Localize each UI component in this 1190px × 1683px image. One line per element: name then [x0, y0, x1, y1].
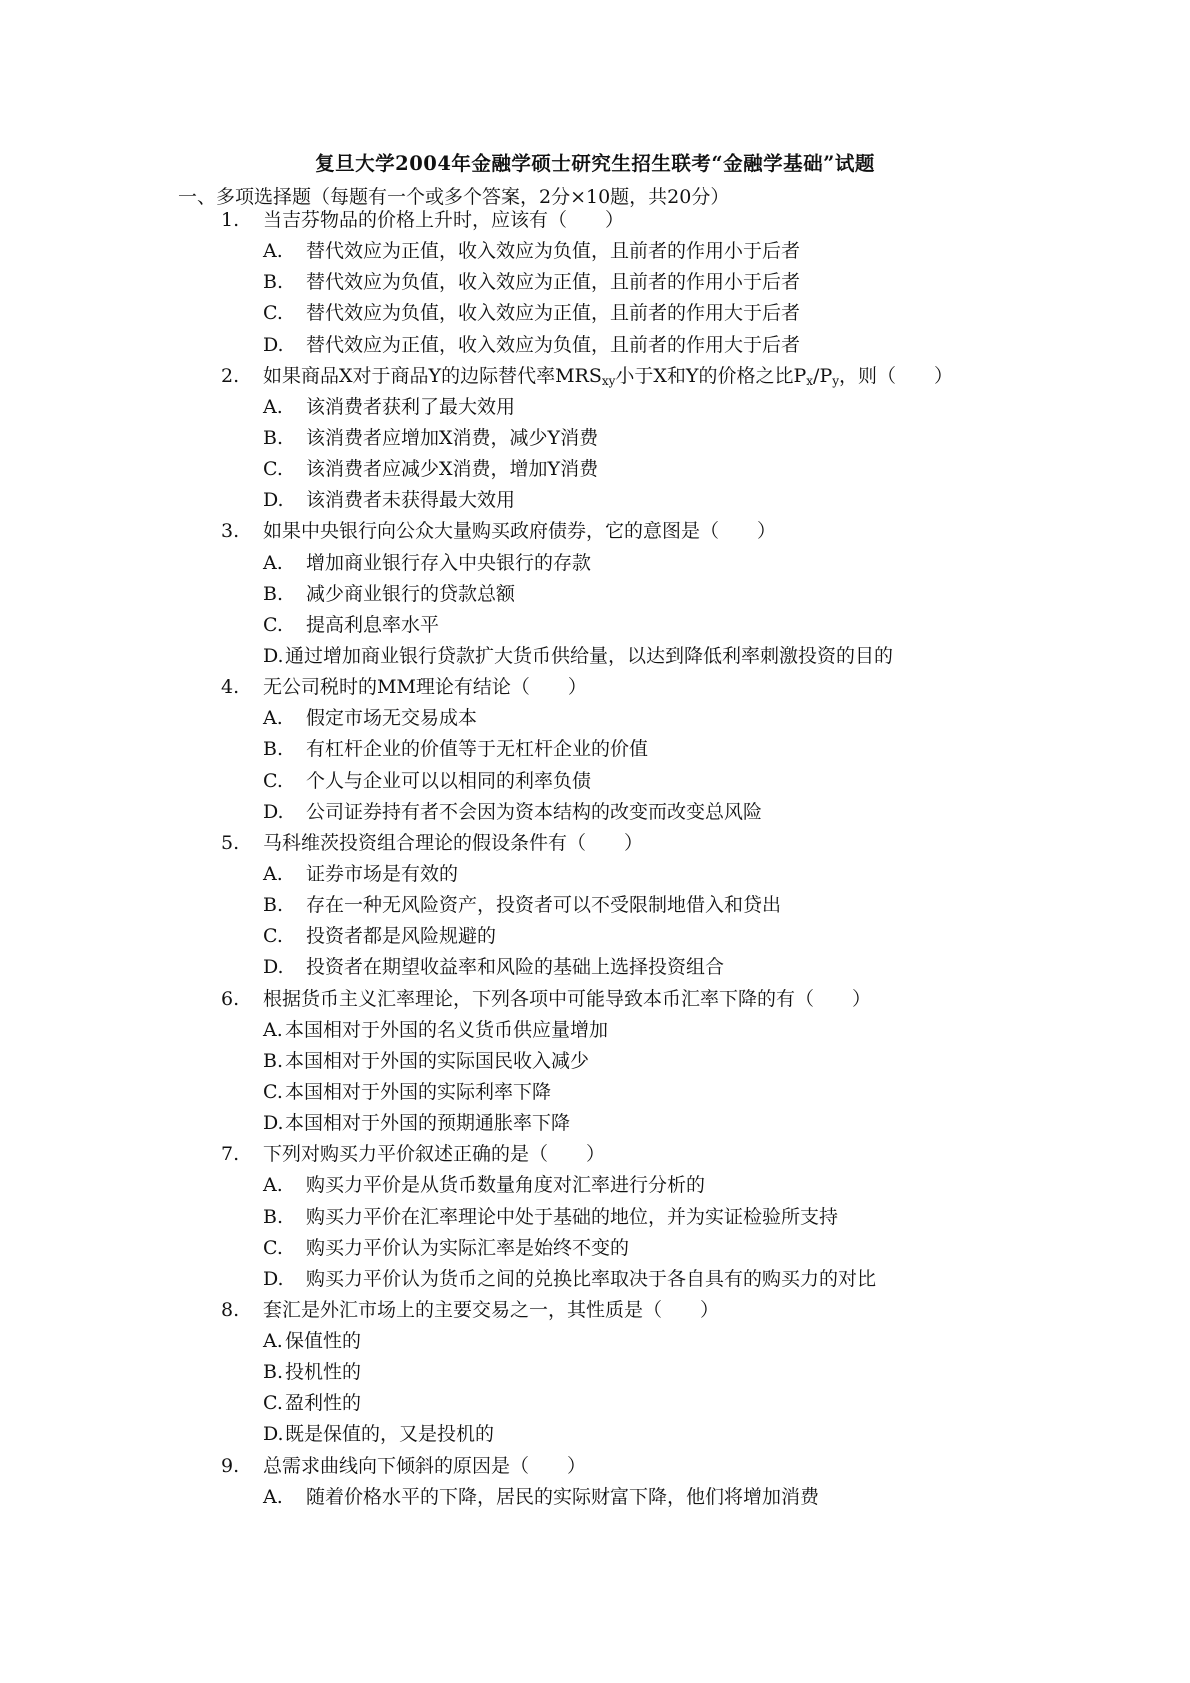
- question-number: 5.: [221, 831, 240, 854]
- option-letter: C.: [263, 1080, 283, 1103]
- question-number: 3.: [221, 520, 240, 543]
- question-7: [0, 1139, 1190, 1170]
- option-text: 替代效应为正值，收入效应为负值，且前者的作用大于后者: [306, 333, 801, 356]
- option-text: 随着价格水平的下降，居民的实际财富下降，他们将增加消费: [306, 1485, 820, 1508]
- option-text: 个人与企业可以以相同的利率负债: [306, 769, 592, 792]
- option-text: 购买力平价是从货币数量角度对汇率进行分析的: [306, 1174, 706, 1197]
- option-letter: B.: [263, 582, 284, 605]
- option-3c: [0, 610, 1190, 641]
- option-5c: [0, 921, 1190, 952]
- option-text: 本国相对于外国的实际国民收入减少: [285, 1049, 590, 1072]
- option-6b: [0, 1046, 1190, 1077]
- option-letter: D.: [263, 1267, 284, 1290]
- option-text: 增加商业银行存入中央银行的存款: [306, 551, 592, 574]
- question-number: 4.: [221, 676, 240, 699]
- option-7d: [0, 1264, 1190, 1295]
- option-text: 减少商业银行的贷款总额: [306, 582, 516, 605]
- option-letter: C.: [263, 1392, 283, 1415]
- option-5a: [0, 859, 1190, 890]
- question-text-part: /P: [813, 364, 833, 387]
- option-letter: C.: [263, 302, 283, 325]
- option-letter: C.: [263, 1236, 283, 1259]
- option-letter: D.: [263, 489, 284, 512]
- option-1b: [0, 267, 1190, 298]
- option-letter: C.: [263, 925, 283, 948]
- question-number: 6.: [221, 987, 240, 1010]
- question-number: 7.: [221, 1143, 240, 1166]
- question-text: [263, 361, 953, 392]
- option-letter: A.: [263, 551, 283, 574]
- option-letter: D.: [263, 1423, 284, 1446]
- section-heading: 一、多项选择题（每题有一个或多个答案，2分×10题，共20分）: [178, 186, 730, 208]
- question-text: 套汇是外汇市场上的主要交易之一，其性质是（ ）: [263, 1298, 720, 1321]
- question-3: [0, 516, 1190, 547]
- option-5d: [0, 952, 1190, 983]
- option-4b: [0, 734, 1190, 765]
- option-text: 证券市场是有效的: [306, 862, 459, 885]
- option-text: 替代效应为负值，收入效应为正值，且前者的作用小于后者: [306, 271, 801, 294]
- option-letter: B.: [263, 894, 284, 917]
- question-number: 1.: [221, 209, 240, 231]
- question-text: 如果中央银行向公众大量购买政府债券，它的意图是（ ）: [263, 520, 777, 543]
- option-letter: D.: [263, 1112, 284, 1135]
- question-text: 下列对购买力平价叙述正确的是（ ）: [263, 1143, 606, 1166]
- option-2d: [0, 485, 1190, 516]
- question-6: [0, 984, 1190, 1015]
- option-4a: [0, 703, 1190, 734]
- question-number: 9.: [221, 1454, 240, 1477]
- option-text: 购买力平价认为货币之间的兑换比率取决于各自具有的购买力的对比: [306, 1267, 877, 1290]
- option-letter: D.: [263, 333, 284, 356]
- option-8a: [0, 1326, 1190, 1357]
- option-5b: [0, 890, 1190, 921]
- subscript: xy: [601, 373, 616, 388]
- question-list: [0, 205, 1190, 1513]
- option-text: 公司证券持有者不会因为资本结构的改变而改变总风险: [306, 800, 763, 823]
- option-text: 该消费者应增加X消费，减少Y消费: [306, 426, 599, 449]
- question-text-part: 小于X和Y的价格之比P: [615, 364, 807, 387]
- question-text-part: 如果商品X对于商品Y的边际替代率MRS: [263, 364, 602, 387]
- option-text: 提高利息率水平: [306, 613, 440, 636]
- option-letter: A.: [263, 1330, 283, 1353]
- exam-title: 复旦大学2004年金融学硕士研究生招生联考“金融学基础”试题: [315, 152, 875, 175]
- option-3d: [0, 641, 1190, 672]
- option-text: 有杠杆企业的价值等于无杠杆企业的价值: [306, 738, 649, 761]
- option-text: 通过增加商业银行贷款扩大货币供给量，以达到降低利率刺激投资的目的: [285, 644, 894, 667]
- option-letter: C.: [263, 613, 283, 636]
- option-letter: B.: [263, 271, 284, 294]
- option-letter: B.: [263, 426, 284, 449]
- option-letter: B.: [263, 1049, 284, 1072]
- option-text: 该消费者未获得最大效用: [306, 489, 516, 512]
- question-1: [0, 205, 1190, 236]
- option-6a: [0, 1015, 1190, 1046]
- option-text: 本国相对于外国的名义货币供应量增加: [285, 1018, 609, 1041]
- question-text: 无公司税时的MM理论有结论（ ）: [263, 676, 587, 699]
- option-letter: A.: [263, 862, 283, 885]
- option-2c: [0, 454, 1190, 485]
- option-text: 该消费者获利了最大效用: [306, 395, 516, 418]
- option-letter: C.: [263, 458, 283, 481]
- option-letter: B.: [263, 1205, 284, 1228]
- option-text: 存在一种无风险资产，投资者可以不受限制地借入和贷出: [306, 894, 782, 917]
- option-3b: [0, 579, 1190, 610]
- option-1a: [0, 236, 1190, 267]
- option-2a: [0, 392, 1190, 423]
- subscript: y: [832, 373, 840, 388]
- option-text: 既是保值的，又是投机的: [285, 1423, 495, 1446]
- question-9: [0, 1451, 1190, 1482]
- option-8c: [0, 1388, 1190, 1419]
- option-letter: D.: [263, 644, 284, 667]
- option-7a: [0, 1170, 1190, 1201]
- option-letter: D.: [263, 800, 284, 823]
- option-text: 购买力平价在汇率理论中处于基础的地位，并为实证检验所支持: [306, 1205, 839, 1228]
- question-text-part: ，则（ ）: [839, 364, 954, 387]
- option-6d: [0, 1108, 1190, 1139]
- option-text: 替代效应为正值，收入效应为负值，且前者的作用小于后者: [306, 240, 801, 263]
- option-letter: B.: [263, 738, 284, 761]
- option-6c: [0, 1077, 1190, 1108]
- option-8d: [0, 1419, 1190, 1450]
- option-letter: A.: [263, 1174, 283, 1197]
- option-4d: [0, 797, 1190, 828]
- option-text: 投资者都是风险规避的: [306, 925, 497, 948]
- option-letter: A.: [263, 1018, 283, 1041]
- option-text: 盈利性的: [285, 1392, 362, 1415]
- option-letter: A.: [263, 395, 283, 418]
- option-text: 本国相对于外国的预期通胀率下降: [285, 1112, 571, 1135]
- option-letter: A.: [263, 1485, 283, 1508]
- question-text: 根据货币主义汇率理论，下列各项中可能导致本币汇率下降的有（ ）: [263, 987, 872, 1010]
- option-text: 投资者在期望收益率和风险的基础上选择投资组合: [306, 956, 725, 979]
- question-text: 当吉芬物品的价格上升时，应该有（ ）: [263, 209, 625, 231]
- option-text: 替代效应为负值，收入效应为正值，且前者的作用大于后者: [306, 302, 801, 325]
- option-letter: C.: [263, 769, 283, 792]
- option-text: 假定市场无交易成本: [306, 707, 478, 730]
- option-9a: [0, 1482, 1190, 1513]
- question-number: 2.: [221, 364, 240, 387]
- question-text: 总需求曲线向下倾斜的原因是（ ）: [263, 1454, 587, 1477]
- question-5: [0, 828, 1190, 859]
- option-text: 购买力平价认为实际汇率是始终不变的: [306, 1236, 630, 1259]
- question-4: [0, 672, 1190, 703]
- option-text: 本国相对于外国的实际利率下降: [285, 1080, 552, 1103]
- question-2: [0, 361, 1190, 392]
- option-3a: [0, 548, 1190, 579]
- question-8: [0, 1295, 1190, 1326]
- option-4c: [0, 766, 1190, 797]
- subscript: x: [806, 373, 814, 388]
- question-number: 8.: [221, 1298, 240, 1321]
- option-text: 该消费者应减少X消费，增加Y消费: [306, 458, 599, 481]
- option-text: 保值性的: [285, 1330, 362, 1353]
- question-text: 马科维茨投资组合理论的假设条件有（ ）: [263, 831, 644, 854]
- option-8b: [0, 1357, 1190, 1388]
- option-2b: [0, 423, 1190, 454]
- option-7b: [0, 1202, 1190, 1233]
- option-7c: [0, 1233, 1190, 1264]
- option-letter: B.: [263, 1361, 284, 1384]
- option-letter: A.: [263, 707, 283, 730]
- option-letter: A.: [263, 240, 283, 263]
- option-1c: [0, 298, 1190, 329]
- option-letter: D.: [263, 956, 284, 979]
- option-text: 投机性的: [285, 1361, 362, 1384]
- option-1d: [0, 330, 1190, 361]
